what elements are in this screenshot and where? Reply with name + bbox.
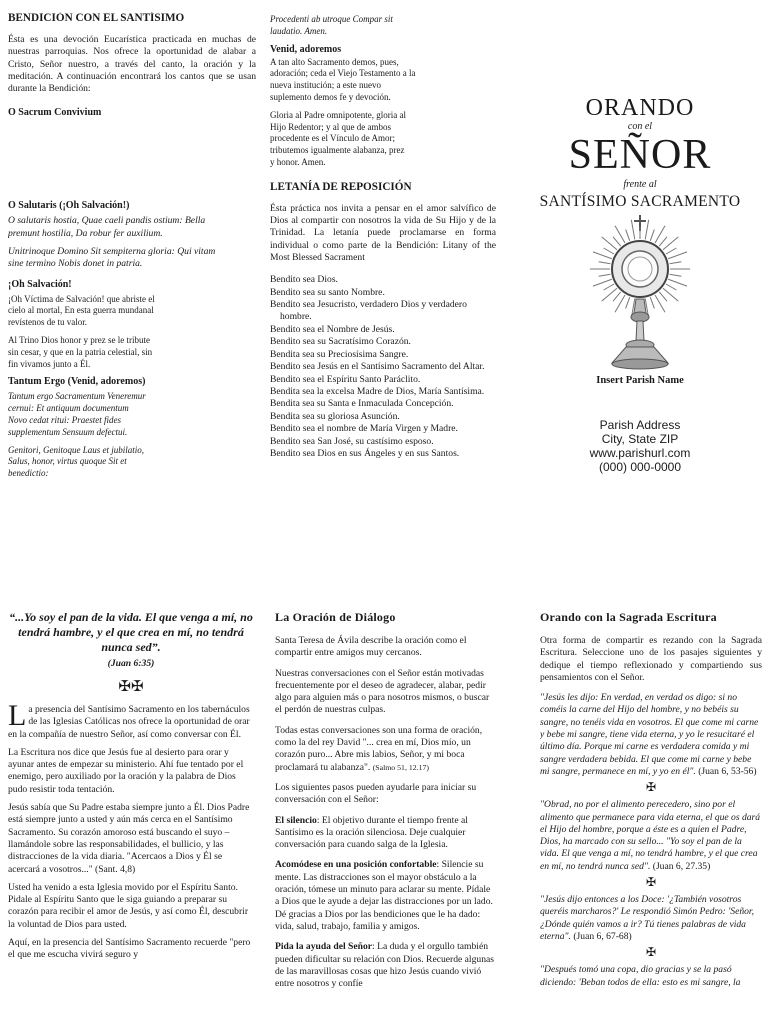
panel-cover xyxy=(512,95,768,535)
section-title-escritura: Orando con la Sagrada Escritura xyxy=(540,610,717,624)
litany-item: Bendito sea Dios en sus Ángeles y en sus Santos. xyxy=(270,447,460,459)
parish-address: Parish Address xyxy=(599,418,681,432)
heading-tantum-ergo: Tantum Ergo (Venid, adoremos) xyxy=(8,376,146,388)
parish-name: Insert Parish Name xyxy=(596,375,684,386)
venid-stanza-2: Gloria al Padre omnipotente, gloria al Hijo Redentor; y al que de ambos procedente es el Vínculo de Amor; tributemos igualmente alabanza, prez y honor. Amen. xyxy=(270,109,406,167)
panel-dialogo xyxy=(275,610,495,1024)
presence-paragraph-5: Aquí, en la presencia del Santísimo Sacramento recuerde "pero el que me escucha vivirá seguro y xyxy=(8,937,251,961)
salmo-ref: (Salmo 51, 12.17) xyxy=(372,762,429,772)
cross-icon: ✠ xyxy=(645,945,657,960)
presence-paragraph-3: Jesús sabía que Su Padre estaba siempre junto a Él. Dios Padre está siempre junto a usted y aún más cerca en el Santísimo Sacramento. Su corazón amoroso está buscando el suyo – llamándole sobre las responsabilidades, el bullicio, y las distracciones de la vida diaria. "Acercaos a Dios y Él se acercará a vosotros..." (Sant. 4,8) xyxy=(8,802,250,875)
presence-paragraph-1: La presencia del Santísimo Sacramento en los tabernáculos de las Iglesias Católicas nos ofrece la oportunidad de orar en la compañía de nuestro Señor, así como conversar con Él. xyxy=(8,699,250,740)
cross-icon: ✠ xyxy=(645,875,657,890)
cover-title-santisimo: SANTÍSIMO SACRAMENTO xyxy=(539,193,741,210)
scripture-quote-4: "Después tomó una copa, dio gracias y se la pasó diciendo: 'Beban todos de ella: esto es mi sangre, la xyxy=(540,964,741,988)
cover-frente-al: frente al xyxy=(623,179,657,190)
section-title-letania: LETANÍA DE REPOSICIÓN xyxy=(270,180,412,193)
litany-item: Bendita sea su Preciosísima Sangre. xyxy=(270,348,409,360)
litany-item: Bendita sea su Santa e Inmaculada Concepción. xyxy=(270,398,454,410)
dialogo-paragraph-4: Los siguientes pasos pueden ayudarle para iniciar su conversación con el Señor: xyxy=(275,781,477,806)
litany-item: Bendito sea San José, su castísimo esposo. xyxy=(270,435,434,447)
heading-sacrum-convivium: O Sacrum Convivium xyxy=(8,107,102,119)
drop-cap: L xyxy=(8,699,27,732)
dialogo-paragraph-2: Nuestras conversaciones con el Señor están motivadas frecuentemente por el deseo de agradecer, alabar, pedir algo para alguien más o para nosotros mismos, o buscar el perdón de nuestras culpas. xyxy=(275,667,490,716)
panel-presence xyxy=(8,610,254,1024)
litany-item: Bendito sea Jesús en el Santísimo Sacramento del Altar. xyxy=(270,361,485,373)
parish-url: www.parishurl.com xyxy=(589,446,691,460)
litany-item: Bendito sea Jesucristo, verdadero Dios y verdadero hombre. xyxy=(270,299,467,323)
section-title-dialogo: La Oración de Diálogo xyxy=(275,610,396,624)
cross-icon: ✠ xyxy=(645,780,657,795)
presence-paragraph-2: La Escritura nos dice que Jesús fue al desierto para orar y ayunar antes de empezar su ministerio. Ahí fue tentado por el enemigo, pero auxiliado por la oración y la palabra de Dios pudo resistir toda tentación. xyxy=(8,746,244,795)
litany-item: Bendito sea Dios. xyxy=(270,274,338,286)
oh-salvacion-stanza-1: ¡Oh Víctima de Salvación! que abriste el cielo al mortal, En esta guerra mundanal revístenos de tu valor. xyxy=(8,293,155,328)
salutaris-latin-stanza-1: O salutaris hostia, Quae caeli pandis ostium: Bella premunt hostilia, Da robur fer auxilium. xyxy=(8,215,206,239)
letania-intro: Ésta práctica nos invita a pensar en el amor salvífico de Dios al compartir con nosotros la vida de Su Hijo y de la Trinidad. La letanía puede proclamarse en forma individual o como parte de la Bendición: Litany of the Most Blessed Sacrament xyxy=(270,202,496,263)
salutaris-latin-stanza-2: Unitrinoque Domino Sit sempiterna gloria: Qui vitam sine termino Nobis donet in patria. xyxy=(8,246,216,270)
escritura-intro: Otra forma de compartir es rezando con la Sagrada Escritura. Seleccione uno de los pasajes siguientes y dedique el tiempo reflexionado y compartiendo sus pensamientos con el Señor. xyxy=(540,635,762,683)
parish-contact xyxy=(512,418,768,474)
litany-item: Bendita sea la excelsa Madre de Dios, María Santísima. xyxy=(270,385,485,397)
tantum-ergo-stanza-2: Genitori, Genitoque Laus et jubilatio, Salus, honor, virtus quoque Sit et benedictio: xyxy=(8,444,144,479)
cover-title-senor: SEÑOR xyxy=(568,132,712,178)
scripture-quote-1: "Jesús les dijo: En verdad, en verdad os digo: si no coméis la carne del Hijo del hombre, y no bebéis su sangre, no tenéis vida en vosotros. El que come mi carne y bebe mi sangre, tiene vida eterna, y yo le resucitaré el último día. Porque mi carne es verdadera comida y mi sangre verdadera bebida. El que come mi carne y bebe mi sangre, permanece en mí, y yo en él". (Juan 6, 53-56) xyxy=(540,692,759,777)
intro-quote: “...Yo soy el pan de la vida. El que venga a mí, no tendrá hambre, y el que crea en mí, no tendrá nunca sed”. xyxy=(9,610,253,654)
dialogo-paragraph-1: Santa Teresa de Ávila describe la oración como el compartir entre amigos muy cercanos. xyxy=(275,635,467,659)
scripture-quote-2: "Obrad, no por el alimento perecedero, sino por el alimento que permanece para vida eterna, el que os dará el Hijo del hombre, porque a éste es a quien el Padre, Dios, ha marcado con su sello... "Yo soy el pan de la vida. El que venga a mí, no tendrá hambre, y el que crea en mí, no tendrá nunca sed". (Juan 6, 27.35) xyxy=(540,799,761,872)
bendicion-intro: Ésta es una devoción Eucarística practicada en muchas de nuestras parroquias. Nos ofrece la oportunidad de alabar a Cristo, Señor nuestro, a través del canto, la oración y la meditación. A continuación encontrará los cantos que se usan durante la Bendición: xyxy=(8,34,256,95)
monstrance-image xyxy=(580,213,700,373)
scripture-quote-3: "Jesús dijo entonces a los Doce: '¿También vosotros queréis marcharos?' Le respondió Simón Pedro: 'Señor, ¿Dónde quién vamos a ir? Tú tienes palabras de vida eterna". (Juan 6, 67-68) xyxy=(540,894,754,942)
litany-item: Bendito sea el nombre de María Virgen y Madre. xyxy=(270,423,458,435)
cover-con-el: con el xyxy=(627,121,653,132)
step-silencio: El silencio: El objetivo durante el tiempo frente al Santísimo es la oración silenciosa. Deje cualquier conversación para cuando salga de la Iglesia. xyxy=(275,814,468,851)
panel-escritura xyxy=(540,610,762,1024)
litany-item: Bendito sea el Espíritu Santo Paráclito. xyxy=(270,373,421,385)
litany-list xyxy=(270,274,496,460)
venid-stanza-1: A tan alto Sacramento demos, pues, adoración; ceda el Viejo Testamento a la nueva institución; a este nuevo suplemento demos fe y devoción. xyxy=(270,56,416,102)
litany-item: Bendito sea su santo Nombre. xyxy=(270,286,385,298)
double-cross-icon: ✠✠ xyxy=(118,679,144,695)
panel-benediction xyxy=(8,12,256,582)
section-title-bendicion: BENDICIÓN CON EL SANTÍSIMO xyxy=(8,12,185,24)
heading-oh-salvacion: ¡Oh Salvación! xyxy=(8,278,72,290)
heading-o-salutaris: O Salutaris (¡Oh Salvación!) xyxy=(8,200,130,212)
intro-quote-ref: (Juan 6:35) xyxy=(107,658,155,669)
heading-venid-adoremos: Venid, adoremos xyxy=(270,43,342,55)
parish-city: City, State ZIP xyxy=(601,432,679,446)
cover-title-orando: ORANDO xyxy=(585,95,695,121)
presence-paragraph-4: Usted ha venido a esta Iglesia movido por el Espíritu Santo. Pidale al Espíritu Santo que le siga guiando a preparar su corazón para recibir el amor de Jesús, y así como Él, descubrir la voluntad de Dios para usted. xyxy=(8,881,249,930)
dialogo-paragraph-3: Todas estas conversaciones son una forma de oración, como la del rey David "... crea en mí, Dios mío, un corazón puro... Abre mis labios, Señor, y mi boca proclamará tu alabanza". (Salmo 51, 12.17) xyxy=(275,724,483,773)
litany-item: Bendita sea su gloriosa Asunción. xyxy=(270,410,400,422)
step-ayuda: Pida la ayuda del Señor: La duda y el orgullo también pueden dificultar su relación con Dios. Recuerde algunas de las maravillosas cosas que hizo Jesús cuando vivió entre nosotros y confíe xyxy=(275,941,494,990)
procedenti-stanza: Procedenti ab utroque Compar sit laudatio. Amen. xyxy=(270,14,393,36)
litany-item: Bendito sea su Sacratísimo Corazón. xyxy=(270,336,411,348)
parish-phone: (000) 000-0000 xyxy=(598,460,682,474)
tantum-ergo-stanza-1: Tantum ergo Sacramentum Veneremur cernui: Et antiquum documentum Novo cedat ritui: Praestet fides supplementum Sensuum defectui. xyxy=(8,391,146,437)
litany-item: Bendito sea el Nombre de Jesús. xyxy=(270,323,395,335)
oh-salvacion-stanza-2: Al Trino Dios honor y prez se le tribute sin cesar, y que en la patria celestial, sin fin vivamos junto a Él. xyxy=(8,335,153,369)
step-posicion: Acomódese en una posición confortable: Silencie su mente. Las distracciones son el mayor obstáculo a la oración, tómese un minuto para aclarar su mente. Pídale a Dios que le ayude a dejar las distracciones por un lado. Dé gracias a Dios por las bendiciones que le ha dado: vida, salud, trabajo, familia y amigos. xyxy=(275,859,493,932)
panel-letania xyxy=(270,14,496,584)
